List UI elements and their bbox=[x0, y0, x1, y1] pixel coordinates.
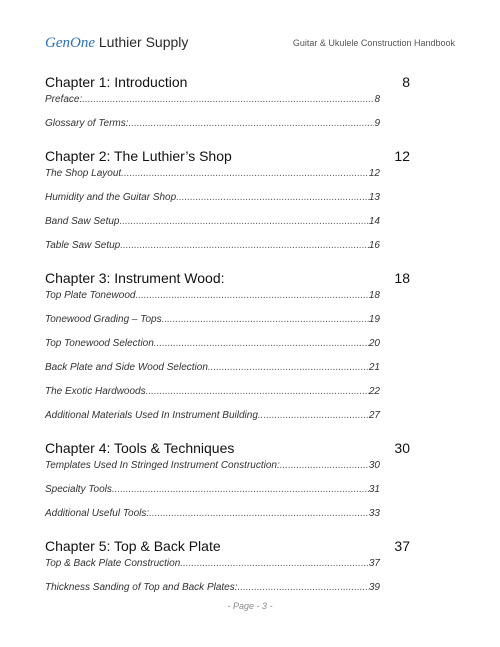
dot-leader bbox=[120, 240, 369, 251]
entry-page: 21 bbox=[368, 362, 380, 373]
dot-leader bbox=[176, 192, 369, 203]
dot-leader bbox=[120, 216, 369, 227]
entry-title: Additional Useful Tools: bbox=[45, 508, 150, 519]
chapter-title: Chapter 2: The Luthier’s Shop bbox=[45, 148, 232, 164]
dot-leader bbox=[121, 168, 369, 179]
toc-entry bbox=[45, 192, 380, 216]
entry-title: Top & Back Plate Construction bbox=[45, 558, 181, 569]
toc-entry bbox=[45, 386, 380, 410]
toc-entry bbox=[45, 94, 380, 118]
chapter-page: 37 bbox=[394, 538, 410, 554]
entry-title: Templates Used In Stringed Instrument Construction: bbox=[45, 460, 280, 471]
entry-page: 12 bbox=[368, 168, 380, 179]
chapter-page: 30 bbox=[394, 440, 410, 456]
entry-title: Humidity and the Guitar Shop bbox=[45, 192, 177, 203]
chapter-heading bbox=[45, 74, 410, 94]
toc-entry bbox=[45, 484, 380, 508]
dot-leader bbox=[82, 94, 374, 105]
handbook-title: Guitar & Ukulele Construction Handbook bbox=[292, 38, 455, 48]
brand-gen: GenOne bbox=[45, 35, 95, 51]
brand-logo bbox=[45, 34, 188, 52]
chapter-heading bbox=[45, 270, 410, 290]
toc-entry bbox=[45, 168, 380, 192]
entry-page: 13 bbox=[368, 192, 380, 203]
entry-title: Top Tonewood Selection bbox=[45, 338, 154, 349]
chapter-title: Chapter 3: Instrument Wood: bbox=[45, 270, 225, 286]
entry-page: 20 bbox=[368, 338, 380, 349]
chapter-page: 8 bbox=[402, 74, 410, 90]
entry-page: 9 bbox=[374, 118, 380, 129]
dot-leader bbox=[208, 362, 369, 373]
toc-entry bbox=[45, 362, 380, 386]
entry-title: Tonewood Grading – Tops bbox=[45, 314, 162, 325]
chapter-page: 18 bbox=[394, 270, 410, 286]
entry-page: 37 bbox=[368, 558, 380, 569]
chapter-heading bbox=[45, 148, 410, 168]
chapter-heading bbox=[45, 538, 410, 558]
toc-entry bbox=[45, 460, 380, 484]
dot-leader bbox=[154, 338, 369, 349]
entry-page: 19 bbox=[368, 314, 380, 325]
entry-page: 39 bbox=[368, 582, 380, 593]
entry-page: 22 bbox=[368, 386, 380, 397]
entry-page: 27 bbox=[368, 410, 380, 421]
page-header bbox=[45, 34, 455, 52]
chapter-heading bbox=[45, 440, 410, 460]
toc-entry bbox=[45, 118, 380, 142]
toc-entry bbox=[45, 508, 380, 532]
entry-title: Band Saw Setup bbox=[45, 216, 120, 227]
brand-name: Luthier Supply bbox=[94, 34, 189, 50]
chapter-title: Chapter 5: Top & Back Plate bbox=[45, 538, 221, 554]
dot-leader bbox=[258, 410, 369, 421]
entry-page: 14 bbox=[368, 216, 380, 227]
entry-title: Top Plate Tonewood bbox=[45, 290, 136, 301]
entry-title: Back Plate and Side Wood Selection bbox=[45, 362, 208, 373]
toc-entry bbox=[45, 216, 380, 240]
entry-title: Preface: bbox=[45, 94, 83, 105]
chapter-title: Chapter 1: Introduction bbox=[45, 74, 188, 90]
dot-leader bbox=[135, 290, 368, 301]
dot-leader bbox=[180, 558, 369, 569]
dot-leader bbox=[162, 314, 369, 325]
entry-title: Table Saw Setup bbox=[45, 240, 121, 251]
page-number-footer: - Page - 3 - bbox=[227, 601, 273, 611]
dot-leader bbox=[129, 118, 375, 129]
toc-entry bbox=[45, 410, 380, 434]
dot-leader bbox=[238, 582, 369, 593]
dot-leader bbox=[112, 484, 369, 495]
toc-entry bbox=[45, 314, 380, 338]
entry-page: 31 bbox=[368, 484, 380, 495]
toc-entry bbox=[45, 290, 380, 314]
entry-page: 18 bbox=[368, 290, 380, 301]
entry-title: Additional Materials Used In Instrument Building bbox=[45, 410, 258, 421]
table-of-contents bbox=[45, 74, 410, 606]
toc-entry bbox=[45, 558, 380, 582]
entry-title: Specialty Tools bbox=[45, 484, 112, 495]
entry-title: The Exotic Hardwoods bbox=[45, 386, 146, 397]
dot-leader bbox=[149, 508, 369, 519]
dot-leader bbox=[280, 460, 369, 471]
toc-entry bbox=[45, 240, 380, 264]
chapter-title: Chapter 4: Tools & Techniques bbox=[45, 440, 235, 456]
entry-title: Thickness Sanding of Top and Back Plates: bbox=[45, 582, 238, 593]
chapter-page: 12 bbox=[394, 148, 410, 164]
entry-page: 33 bbox=[368, 508, 380, 519]
entry-page: 30 bbox=[368, 460, 380, 471]
entry-page: 8 bbox=[374, 94, 380, 105]
entry-title: The Shop Layout bbox=[45, 168, 122, 179]
dot-leader bbox=[146, 386, 369, 397]
entry-title: Glossary of Terms: bbox=[45, 118, 129, 129]
toc-entry bbox=[45, 338, 380, 362]
entry-page: 16 bbox=[368, 240, 380, 251]
